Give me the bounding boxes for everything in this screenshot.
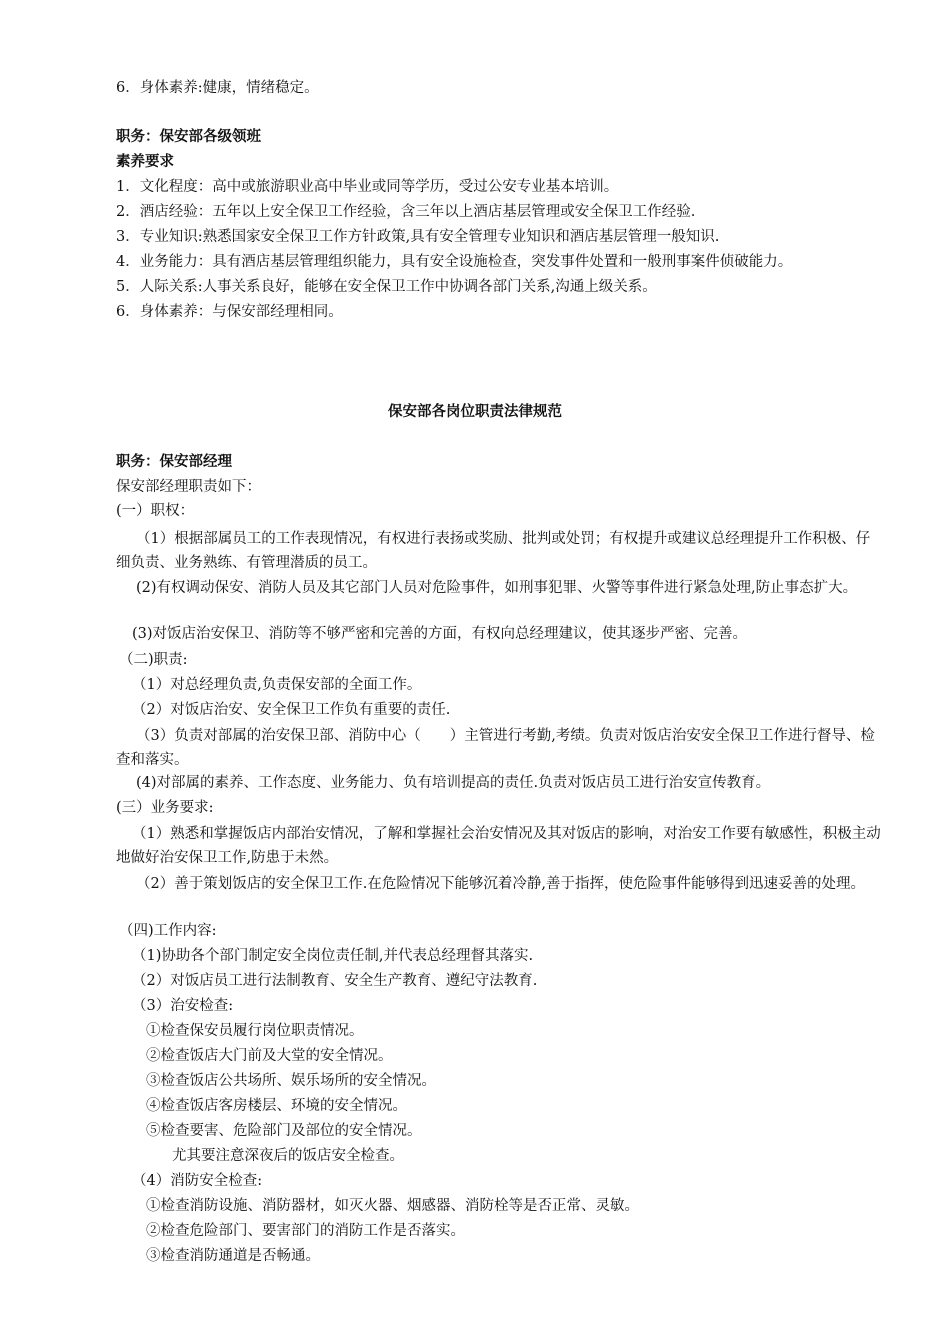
work-item: （1)协助各个部门制定安全岗位责任制,并代表总经理督其落实. — [132, 948, 534, 964]
fire-check-heading: （4）消防安全检查: — [132, 1173, 263, 1189]
work-item: （3）治安检查: — [132, 998, 234, 1014]
powers-heading: (一）职权： — [116, 503, 195, 519]
duties-item: （1）对总经理负责,负责保安部的全面工作。 — [132, 677, 422, 693]
security-check-item: ④检查饭店客房楼层、环境的安全情况。 — [146, 1098, 407, 1114]
security-check-item: ②检查饭店大门前及大堂的安全情况。 — [146, 1048, 393, 1064]
powers-item: (3)对饭店治安保卫、消防等不够严密和完善的方面，有权向总经理建议，使其逐步严密、完善。 — [132, 626, 748, 642]
requirement-item: 5．人际关系:人事关系良好，能够在安全保卫工作中协调各部门关系,沟通上级关系。 — [116, 279, 657, 295]
duties-item: （3）负责对部属的治安保卫部、消防中心（ ）主管进行考勤,考绩。负责对饭店治安安全保卫工作进行督导、检查和落实。 — [116, 728, 875, 768]
work-heading: （四)工作内容: — [119, 923, 217, 939]
security-check-item: ⑤检查要害、危险部门及部位的安全情况。 — [146, 1123, 422, 1139]
fire-check-item: ②检查危险部门、要害部门的消防工作是否落实。 — [146, 1223, 465, 1239]
business-item: （2）善于策划饭店的安全保卫工作.在危险情况下能够沉着冷静,善于指挥，使危险事件能够得到迅速妥善的处理。 — [136, 876, 865, 892]
fire-check-item: ③检查消防通道是否畅通。 — [146, 1248, 320, 1264]
security-check-item: ③检查饭店公共场所、娱乐场所的安全情况。 — [146, 1073, 436, 1089]
night-check-note: 尤其要注意深夜后的饭店安全检查。 — [172, 1148, 404, 1164]
requirement-item: 3．专业知识:熟悉国家安全保卫工作方针政策,具有安全管理专业知识和酒店基层管理一般知识. — [116, 229, 720, 245]
intro-text: 保安部经理职责如下： — [116, 479, 261, 495]
business-item: （1）熟悉和掌握饭店内部治安情况，了解和掌握社会治安情况及其对饭店的影响，对治安工作要有敏感性，积极主动地做好治安保卫工作,防患于未然。 — [116, 826, 881, 866]
powers-item: (2)有权调动保安、消防人员及其它部门人员对危险事件，如刑事犯罪、火警等事件进行紧急处理,防止事态扩大。 — [136, 580, 858, 596]
work-item: （2）对饭店员工进行法制教育、安全生产教育、遵纪守法教育. — [132, 973, 538, 989]
document-section-title: 保安部各岗位职责法律规范 — [388, 403, 562, 420]
fire-check-item: ①检查消防设施、消防器材，如灭火器、烟感器、消防栓等是否正常、灵敏。 — [146, 1198, 639, 1214]
requirement-item: 1．文化程度：高中或旅游职业高中毕业或同等学历，受过公安专业基本培训。 — [116, 179, 619, 195]
duties-heading: （二)职责: — [119, 652, 188, 668]
business-heading: (三）业务要求: — [116, 800, 214, 816]
requirement-item: 4．业务能力：具有酒店基层管理组织能力，具有安全设施检查，突发事件处置和一般刑事案件侦破能力。 — [116, 254, 793, 270]
requirement-item: 6．身体素养：与保安部经理相同。 — [116, 304, 343, 320]
duties-item: (4)对部属的素养、工作态度、业务能力、负有培训提高的责任.负责对饭店员工进行治安宣传教育。 — [136, 775, 771, 791]
requirements-heading: 素养要求 — [116, 153, 174, 170]
role-heading-supervisor: 职务：保安部各级领班 — [116, 128, 261, 145]
requirement-item: 2．酒店经验：五年以上安全保卫工作经验，含三年以上酒店基层管理或安全保卫工作经验. — [116, 204, 696, 220]
previous-item-6: 6．身体素养:健康，情绪稳定。 — [116, 80, 319, 96]
role-heading-manager: 职务：保安部经理 — [116, 453, 232, 470]
powers-item: （1）根据部属员工的工作表现情况，有权进行表扬或奖励、批判或处罚；有权提升或建议总经理提升工作积极、仔细负责、业务熟练、有管理潜质的员工。 — [116, 531, 871, 571]
security-check-item: ①检查保安员履行岗位职责情况。 — [146, 1023, 364, 1039]
duties-item: （2）对饭店治安、安全保卫工作负有重要的责任. — [132, 702, 451, 718]
